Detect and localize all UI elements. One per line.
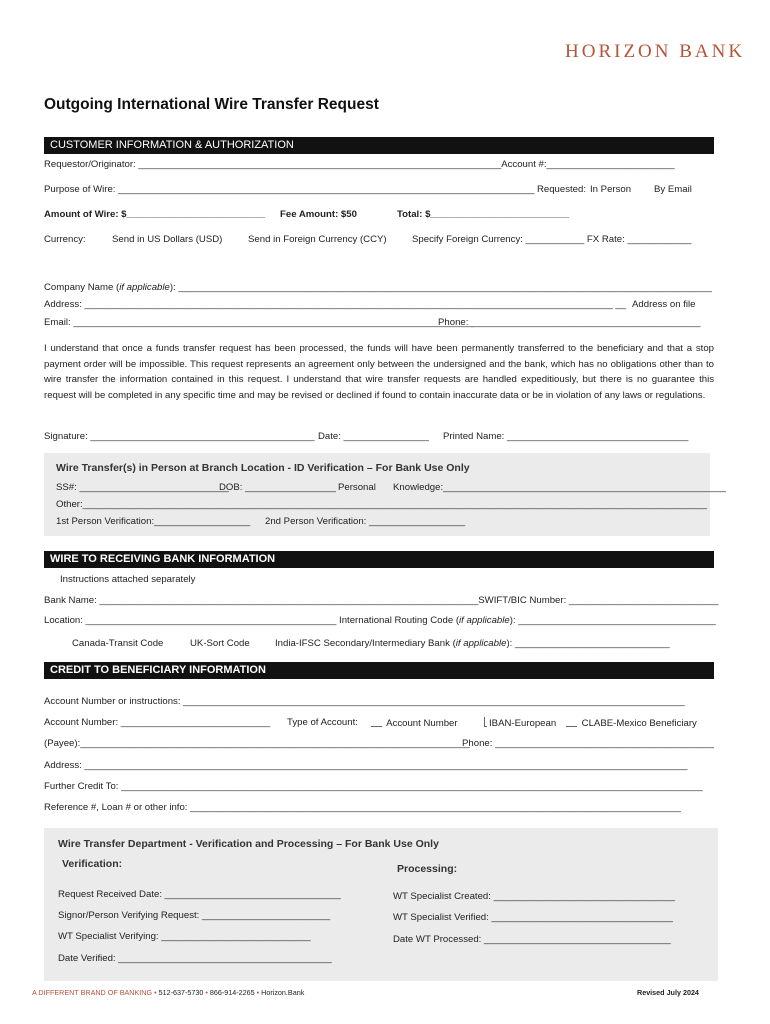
- bank-name-field[interactable]: Bank Name: _______________________________________________________________________SWIFT/BIC Number: ____________________________: [44, 595, 719, 606]
- ss-field[interactable]: SS#: ____________________________: [56, 482, 229, 493]
- uk-sort-option[interactable]: UK-Sort Code: [190, 638, 250, 649]
- signor-field[interactable]: Signor/Person Verifying Request: ________________________: [58, 910, 331, 921]
- total-field[interactable]: Total: $__________________________: [397, 209, 570, 220]
- personal-option[interactable]: Personal: [338, 482, 376, 493]
- wt-verifying-field[interactable]: WT Specialist Verifying: ____________________________: [58, 931, 311, 942]
- wt-verified-field[interactable]: WT Specialist Verified: __________________________________: [393, 912, 673, 923]
- footer-website[interactable]: Horizon.Bank: [261, 988, 305, 997]
- date-processed-field[interactable]: Date WT Processed: ___________________________________: [393, 934, 671, 945]
- revision-date: Revised July 2024: [637, 988, 699, 997]
- currency-label: Currency:: [44, 234, 86, 245]
- type-account-number-option[interactable]: Account Number: [369, 717, 458, 729]
- date-field[interactable]: Date: ________________: [318, 431, 429, 442]
- footer-tagline: A DIFFERENT BRAND OF BANKING: [32, 988, 153, 997]
- signature-field[interactable]: Signature: __________________________________________: [44, 431, 315, 442]
- verification-heading: Verification:: [62, 858, 123, 870]
- option-usd[interactable]: Send in US Dollars (USD): [112, 234, 223, 245]
- option-in-person[interactable]: In Person: [590, 184, 632, 195]
- phone-field[interactable]: Phone: ___________________________________________: [438, 317, 701, 328]
- account-number-field[interactable]: Account Number: ____________________________: [44, 717, 271, 728]
- footer-phone-2[interactable]: 866-914-2265: [209, 988, 255, 997]
- company-name-field[interactable]: Company Name (if applicable): ____________________________________________________________________________________________________: [44, 282, 712, 293]
- instructions-attached-option[interactable]: Instructions attached separately: [60, 574, 196, 585]
- footer-phone-1[interactable]: 512-637-5730: [158, 988, 204, 997]
- bullet-icon: •: [205, 988, 210, 997]
- address-field[interactable]: Address: ___________________________________________________________________________________________________ __: [44, 299, 627, 310]
- date-verified-field[interactable]: Date Verified: ________________________________________: [58, 953, 332, 964]
- payee-field[interactable]: (Payee):_________________________________________________________________________: [44, 738, 470, 749]
- reference-field[interactable]: Reference #, Loan # or other info: ____________________________________________________________________________________________: [44, 802, 682, 813]
- branch-box-heading: Wire Transfer(s) in Person at Branch Location - ID Verification – For Bank Use Only: [56, 462, 470, 474]
- canada-transit-option[interactable]: Canada-Transit Code: [72, 638, 164, 649]
- address-on-file-option[interactable]: Address on file: [632, 299, 696, 310]
- beneficiary-address-field[interactable]: Address: _________________________________________________________________________________________________________________: [44, 760, 688, 771]
- foreign-currency-field[interactable]: Specify Foreign Currency: ___________ FX Rate: ____________: [412, 234, 692, 245]
- section-customer-header: CUSTOMER INFORMATION & AUTHORIZATION: [44, 137, 714, 154]
- bullet-icon: •: [154, 988, 159, 997]
- requestor-field[interactable]: Requestor/Originator: ____________________________________________________________________Account #:________________________: [44, 159, 675, 170]
- page-title: Outgoing International Wire Transfer Request: [44, 96, 379, 113]
- received-date-field[interactable]: Request Received Date: _________________________________: [58, 889, 341, 900]
- section-beneficiary-header: CREDIT TO BENEFICIARY INFORMATION: [44, 662, 714, 679]
- section-receiving-header: WIRE TO RECEIVING BANK INFORMATION: [44, 551, 714, 568]
- type-iban-option[interactable]: IBAN-European: [482, 717, 556, 729]
- first-verification-field[interactable]: 1st Person Verification:__________________: [56, 516, 251, 527]
- second-verification-field[interactable]: 2nd Person Verification: __________________: [265, 516, 466, 527]
- wt-created-field[interactable]: WT Specialist Created: __________________________________: [393, 891, 676, 902]
- account-type-label: Type of Account:: [287, 717, 358, 728]
- dob-field[interactable]: DOB: _________________: [219, 482, 336, 493]
- email-field[interactable]: Email: ___________________________________________________________________________: [44, 317, 474, 328]
- processing-heading: Processing:: [397, 863, 458, 875]
- department-box-heading: Wire Transfer Department - Verification and Processing – For Bank Use Only: [58, 838, 439, 850]
- purpose-field[interactable]: Purpose of Wire: ______________________________________________________________________________ Requested:: [44, 184, 587, 195]
- knowledge-field[interactable]: Knowledge:_____________________________________________________: [393, 482, 726, 493]
- other-field[interactable]: Other:_____________________________________________________________________________________________________________________: [56, 499, 707, 510]
- amount-field[interactable]: Amount of Wire: $__________________________: [44, 209, 266, 220]
- further-credit-field[interactable]: Further Credit To: _____________________________________________________________________________________________________________: [44, 781, 703, 792]
- location-field[interactable]: Location: _______________________________________________ International Routing Code (if applicable): _____________________________________: [44, 615, 716, 626]
- account-instructions-field[interactable]: Account Number or instructions: ______________________________________________________________________________________________: [44, 696, 685, 707]
- beneficiary-phone-field[interactable]: Phone: _________________________________________: [462, 738, 714, 749]
- india-ifsc-field[interactable]: India-IFSC Secondary/Intermediary Bank (if applicable): _____________________________: [275, 638, 670, 649]
- option-foreign-currency[interactable]: Send in Foreign Currency (CCY): [248, 234, 387, 245]
- fee-amount: Fee Amount: $50: [280, 209, 357, 220]
- footer-contact: [32, 988, 304, 997]
- type-clabe-option[interactable]: CLABE-Mexico Beneficiary: [564, 717, 697, 729]
- bank-logo: HORIZON BANK: [565, 41, 746, 62]
- option-by-email[interactable]: By Email: [654, 184, 692, 195]
- bullet-icon: •: [256, 988, 262, 997]
- printed-name-field[interactable]: Printed Name: __________________________________: [443, 431, 689, 442]
- agreement-text: I understand that once a funds transfer request has been processed, the funds will have been permanently transferred to the beneficiary and that a stop payment order will be impossible. This request represents an agreement only between the undersigned and the bank, which has no obligations other than to wire transfer the information contained in this request. I understand that wire transfer requests are handled expeditiously, but there is no guarantee this request will be completed in any specific time and may be revised or declined if found to contain inaccurate data or be in violation of any laws or regulations.: [44, 343, 714, 401]
